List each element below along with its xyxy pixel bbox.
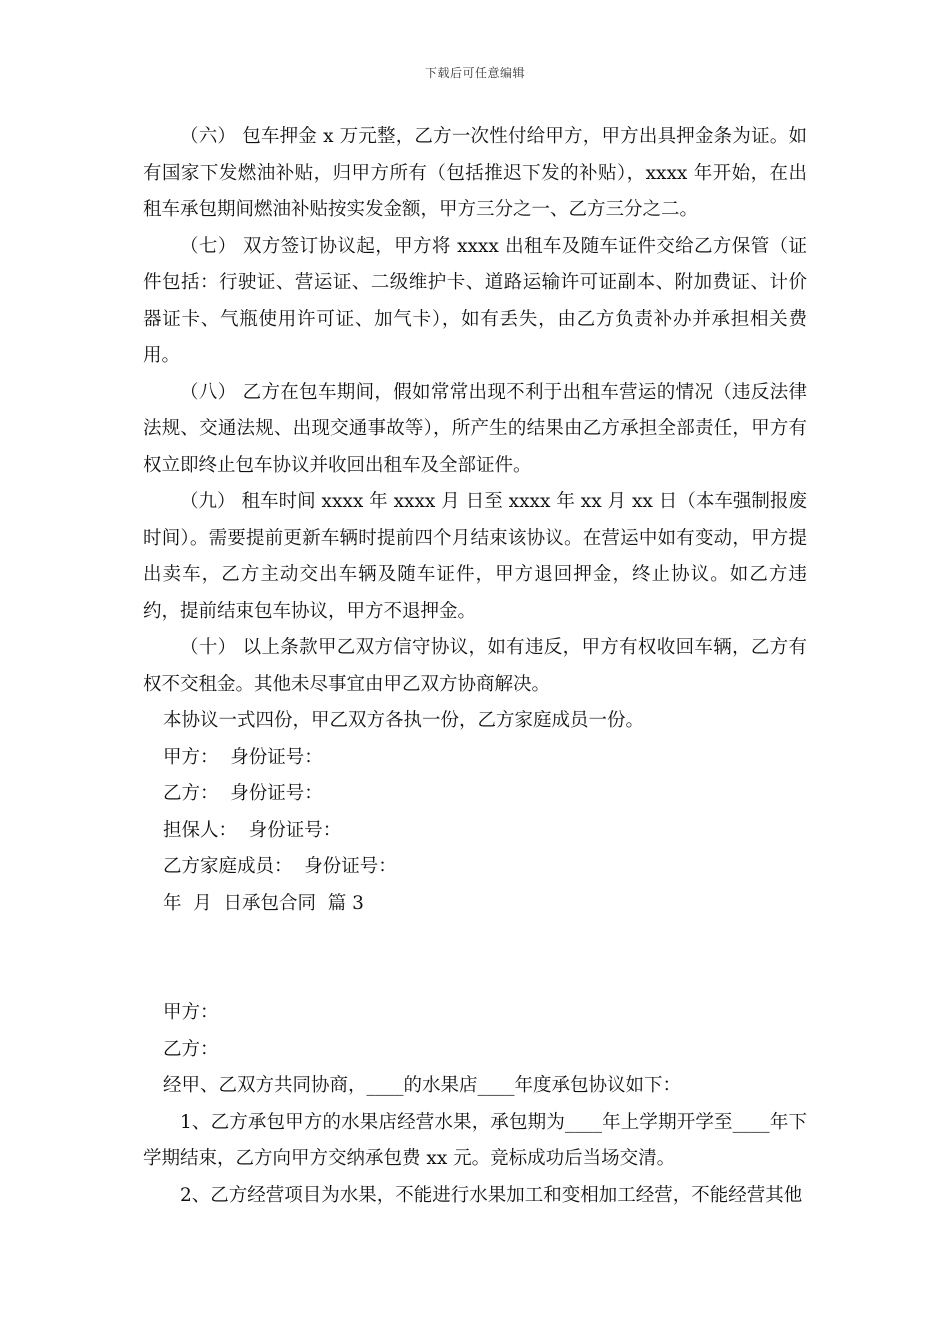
clause-8: （八） 乙方在包车期间，假如常常出现不利于出租车营运的情况（违反法律法规、交通法规、出现交通事故等），所产生的结果由乙方承担全部责任，甲方有权立即终止包车协议并收回出租车及全部证件。 — [143, 381, 807, 476]
document-body — [143, 119, 807, 1214]
agreement-intro: 经甲、乙双方共同协商，____的水果店____年度承包协议如下： — [163, 1075, 682, 1096]
clause-10: （十） 以上条款甲乙双方信守协议，如有违反，甲方有权收回车辆，乙方有权不交租金。其他未尽事宜由甲乙双方协商解决。 — [143, 637, 807, 695]
family-member-signature-line: 乙方家庭成员： 身份证号： — [163, 856, 397, 877]
clause-7: （七） 双方签订协议起，甲方将 xxxx 出租车及随车证件交给乙方保管（证件包括：行驶证、营运证、二级维护卡、道路运输许可证副本、附加费证、计价器证卡、气瓶使用许可证、加气卡），如有丢失，由乙方负责补办并承担相关费用。 — [143, 235, 807, 366]
section-gap — [143, 922, 807, 995]
guarantor-signature-line: 担保人： 身份证号： — [163, 819, 342, 841]
article-1: 1、乙方承包甲方的水果店经营水果，承包期为____年上学期开学至____年下学期结束，乙方向甲方交纳承包费 xx 元。竞标成功后当场交清。 — [143, 1111, 807, 1169]
party-a-signature-line: 甲方： 身份证号： — [163, 746, 323, 768]
clause-9: （九） 租车时间 xxxx 年 xxxx 月 日至 xxxx 年 xx 月 xx 日（本车强制报废时间）。需要提前更新车辆时提前四个月结束该协议。在营运中如有变动，甲方提出卖车，乙方主动交出车辆及随车证件，甲方退回押金，终止协议。如乙方违约，提前结束包车协议，甲方不退押金。 — [143, 491, 807, 622]
article-2: 2、乙方经营项目为水果，不能进行水果加工和变相加工经营，不能经营其他 — [180, 1184, 803, 1206]
copies-line: 本协议一式四份，甲乙双方各执一份，乙方家庭成员一份。 — [163, 710, 645, 731]
date-and-section-title: 年 月 日承包合同 篇 3 — [163, 892, 364, 914]
party-b-line: 乙方： — [163, 1038, 219, 1060]
party-a-line: 甲方： — [163, 1002, 219, 1023]
page-header: 下载后可任意编辑 — [424, 66, 525, 80]
clause-6: （六） 包车押金 x 万元整，乙方一次性付给甲方，甲方出具押金条为证。如有国家下发燃油补贴，归甲方所有（包括推迟下发的补贴），xxxx 年开始，在出租车承包期间燃油补贴按实发金额，甲方三分之一、乙方三分之二。 — [143, 126, 807, 220]
party-b-signature-line: 乙方： 身份证号： — [163, 783, 323, 804]
